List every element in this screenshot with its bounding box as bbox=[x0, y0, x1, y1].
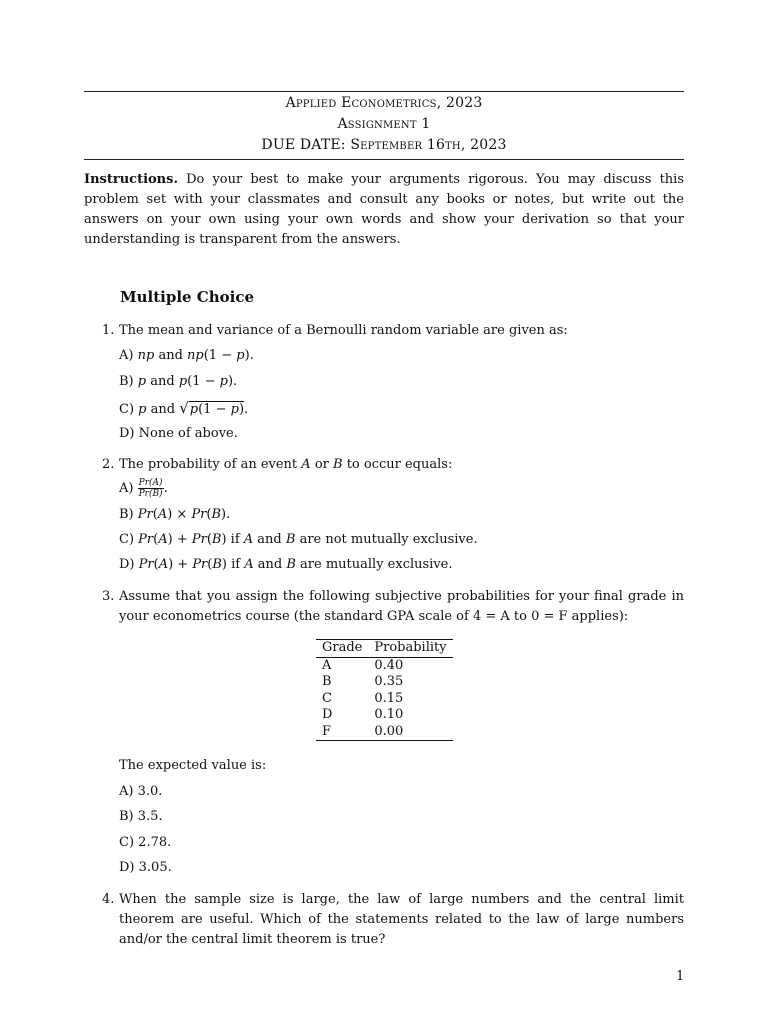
section-title: Multiple Choice bbox=[120, 288, 255, 306]
math-var: p bbox=[189, 402, 199, 417]
sqrt-radicand bbox=[189, 401, 244, 417]
question-text: Assume that you assign the following subjective probabilities for your final grade in your econometrics course (the standard GPA scale of 4 = A to 0 = F applies): bbox=[119, 589, 684, 624]
math-var: B bbox=[211, 532, 222, 547]
math-var: p bbox=[236, 348, 245, 363]
option-text: and bbox=[253, 557, 287, 572]
option-text: ). bbox=[227, 374, 238, 389]
option-text: ( bbox=[207, 557, 213, 572]
q3-option-d bbox=[119, 860, 172, 875]
option-label: B) bbox=[119, 809, 134, 824]
q3-option-a bbox=[119, 784, 162, 799]
option-text: if bbox=[227, 557, 245, 572]
math-var: np bbox=[137, 348, 155, 363]
table-row bbox=[316, 724, 453, 741]
option-text: (1 − bbox=[203, 348, 237, 363]
option-text: ). bbox=[221, 507, 231, 522]
table-cell: B bbox=[322, 674, 332, 689]
table-cell: C bbox=[322, 690, 332, 706]
q2-option-a bbox=[119, 478, 168, 499]
math-var: B bbox=[211, 507, 222, 522]
math-var: Pr bbox=[192, 557, 208, 572]
option-label: D) bbox=[119, 426, 135, 441]
math-var: A bbox=[158, 532, 168, 547]
math-var: A bbox=[158, 557, 169, 572]
due-date-value: September 16th, 2023 bbox=[350, 137, 507, 153]
course-title: Applied Econometrics, 2023 bbox=[285, 95, 483, 111]
math-var: p bbox=[230, 402, 239, 417]
option-text: and bbox=[146, 374, 179, 389]
option-label: A) bbox=[119, 784, 134, 799]
instructions-paragraph bbox=[84, 170, 684, 250]
option-text: 2.78. bbox=[138, 835, 172, 850]
due-date-line bbox=[84, 137, 684, 153]
option-text: are not mutually exclusive. bbox=[295, 532, 478, 547]
option-label: A) bbox=[119, 348, 134, 363]
table-cell: F bbox=[316, 724, 368, 741]
table-cell: D bbox=[322, 707, 333, 722]
grade-probability-table bbox=[316, 639, 453, 741]
math-var: B bbox=[212, 557, 222, 572]
q2-option-d bbox=[119, 557, 453, 572]
option-text: ( bbox=[153, 557, 159, 572]
due-date-prefix: DUE DATE: bbox=[261, 137, 351, 153]
option-text: ) + bbox=[167, 532, 192, 547]
math-var: Pr bbox=[138, 532, 154, 547]
question-number: 3. bbox=[102, 589, 115, 604]
table-header-cell: Probability bbox=[368, 640, 452, 658]
option-label: A) bbox=[119, 481, 134, 496]
table-row bbox=[316, 674, 453, 691]
option-text: ) bbox=[221, 532, 227, 547]
header-bottom-rule bbox=[84, 159, 684, 160]
option-text: None of above. bbox=[138, 426, 238, 441]
math-var: Pr bbox=[138, 557, 154, 572]
table-cell: A bbox=[322, 657, 332, 673]
math-var: p bbox=[138, 402, 147, 417]
option-text: if bbox=[226, 532, 244, 547]
table-cell: 0.10 bbox=[374, 707, 404, 722]
math-var: B bbox=[286, 557, 296, 572]
math-var: A bbox=[301, 457, 311, 472]
table-row bbox=[316, 657, 453, 674]
option-text: ). bbox=[244, 348, 254, 363]
question-text bbox=[119, 455, 684, 475]
option-label: B) bbox=[119, 507, 134, 522]
option-text: 3.5. bbox=[137, 809, 163, 824]
option-text: and bbox=[146, 402, 180, 417]
option-text: ) bbox=[238, 402, 245, 417]
assignment-title: Assignment 1 bbox=[337, 116, 431, 132]
option-text: and bbox=[154, 348, 188, 363]
question-number: 2. bbox=[102, 457, 115, 472]
fraction bbox=[138, 478, 164, 499]
q1-option-b bbox=[119, 374, 237, 389]
text: to occur equals: bbox=[342, 457, 453, 472]
option-text: (1 − bbox=[187, 374, 220, 389]
fraction-numerator: Pr(A) bbox=[138, 478, 163, 488]
question-number: 1. bbox=[102, 323, 115, 338]
sqrt-symbol: √ bbox=[179, 399, 189, 417]
option-label: C) bbox=[119, 835, 135, 850]
table-header-row bbox=[316, 640, 453, 658]
fraction-denominator: Pr(B) bbox=[138, 489, 163, 499]
option-label: B) bbox=[119, 374, 134, 389]
option-text: ( bbox=[206, 507, 212, 522]
table-header-cell: Grade bbox=[316, 640, 368, 658]
math-var: Pr bbox=[191, 532, 207, 547]
math-var: A bbox=[243, 532, 254, 547]
math-var: B bbox=[285, 532, 296, 547]
question-text: The mean and variance of a Bernoulli random variable are given as: bbox=[119, 323, 568, 338]
option-text: ( bbox=[206, 532, 212, 547]
table-cell: 0.40 bbox=[374, 657, 404, 673]
math-var: Pr bbox=[137, 507, 153, 522]
q1-option-a bbox=[119, 348, 254, 363]
page-number: 1 bbox=[676, 969, 685, 984]
option-text: (1 − bbox=[198, 402, 231, 417]
instructions-label: Instructions. bbox=[84, 172, 178, 187]
math-var: A bbox=[244, 557, 254, 572]
option-text: . bbox=[163, 481, 168, 496]
table-cell: 0.15 bbox=[374, 690, 404, 706]
option-text: are mutually exclusive. bbox=[295, 557, 453, 572]
q2-option-b bbox=[119, 507, 230, 522]
table-cell: 0.35 bbox=[374, 674, 404, 689]
option-label: C) bbox=[119, 532, 135, 547]
math-var: p bbox=[137, 374, 147, 389]
math-var: A bbox=[157, 507, 168, 522]
text: The probability of an event bbox=[119, 457, 302, 472]
option-text: 3.0. bbox=[137, 784, 163, 799]
math-var: B bbox=[333, 457, 343, 472]
table-cell: 0.00 bbox=[368, 724, 452, 741]
option-text: ) + bbox=[168, 557, 193, 572]
q3-option-b bbox=[119, 809, 163, 824]
option-label: D) bbox=[119, 557, 135, 572]
option-label: C) bbox=[119, 402, 135, 417]
option-text: and bbox=[253, 532, 286, 547]
q1-option-d bbox=[119, 426, 238, 441]
math-var: np bbox=[187, 348, 204, 363]
text: or bbox=[310, 457, 333, 472]
option-text: ( bbox=[153, 532, 159, 547]
math-var: p bbox=[219, 374, 228, 389]
table-row bbox=[316, 691, 453, 708]
option-text: 3.05. bbox=[138, 860, 172, 875]
q3-option-c bbox=[119, 835, 171, 850]
option-text: ) × bbox=[167, 507, 192, 522]
question-number: 4. bbox=[102, 892, 115, 907]
option-label: D) bbox=[119, 860, 135, 875]
instructions-text: Do your best to make your arguments rigorous. You may discuss this problem set with your classmates and consult any books or notes, but write out the answers on your own using your own words and show your derivation so that your understanding is transparent from the answers. bbox=[84, 172, 684, 247]
q2-option-c bbox=[119, 532, 478, 547]
math-var: Pr bbox=[191, 507, 207, 522]
table-row bbox=[316, 707, 453, 724]
header-top-rule bbox=[84, 91, 684, 92]
option-text: . bbox=[244, 402, 249, 417]
q3-prompt: The expected value is: bbox=[119, 758, 267, 773]
q1-option-c bbox=[119, 399, 248, 417]
question-text: When the sample size is large, the law of large numbers and the central limit theorem are useful. Which of the statements related to the law of large numbers and/or the central limit theorem is true? bbox=[119, 892, 684, 947]
option-text: ( bbox=[152, 507, 158, 522]
math-var: p bbox=[178, 374, 188, 389]
option-text: ) bbox=[221, 557, 227, 572]
